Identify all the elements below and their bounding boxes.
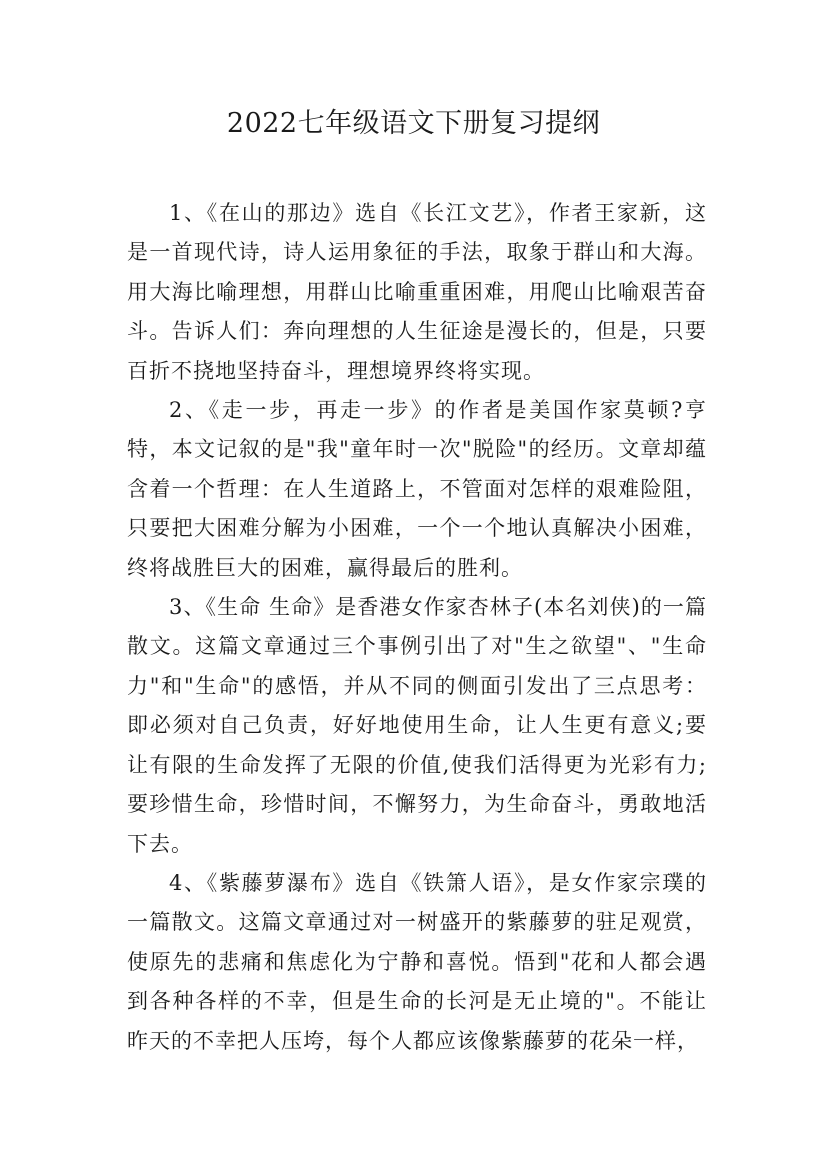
paragraph-2: 2、《走一步，再走一步》的作者是美国作家莫顿?亨特，本文记叙的是"我"童年时一次"脱险"的经历。文章却蕴含着一个哲理：在人生道路上，不管面对怎样的艰难险阻，只要把大困难分解为小困难，一个一个地认真解决小困难，终将战胜巨大的困难，赢得最后的胜利。 (127, 398, 707, 580)
paragraph-3: 3、《生命 生命》是香港女作家杏林子(本名刘侠)的一篇散文。这篇文章通过三个事例引出了对"生之欲望"、"生命力"和"生命"的感悟，并从不同的侧面引发出了三点思考：即必须对自己负责，好好地使用生命，让人生更有意义;要让有限的生命发挥了无限的价值,使我们活得更为光彩有力;要珍惜生命，珍惜时间，不懈努力，为生命奋斗，勇敢地活下去。 (127, 595, 707, 856)
page-title: 2022七年级语文下册复习提纲 (226, 108, 601, 139)
document-body (127, 194, 707, 1061)
paragraph-4: 4、《紫藤萝瀑布》选自《铁箫人语》，是女作家宗璞的一篇散文。这篇文章通过对一树盛开的紫藤萝的驻足观赏，使原先的悲痛和焦虑化为宁静和喜悦。悟到"花和人都会遇到各种各样的不幸，但是生命的长河是无止境的"。不能让昨天的不幸把人压垮，每个人都应该像紫藤萝的花朵一样， (127, 870, 707, 1053)
paragraph-1: 1、《在山的那边》选自《长江文艺》，作者王家新，这是一首现代诗，诗人运用象征的手法，取象于群山和大海。用大海比喻理想，用群山比喻重重困难，用爬山比喻艰苦奋斗。告诉人们：奔向理想的人生征途是漫长的，但是，只要百折不挠地坚持奋斗，理想境界终将实现。 (127, 201, 707, 383)
